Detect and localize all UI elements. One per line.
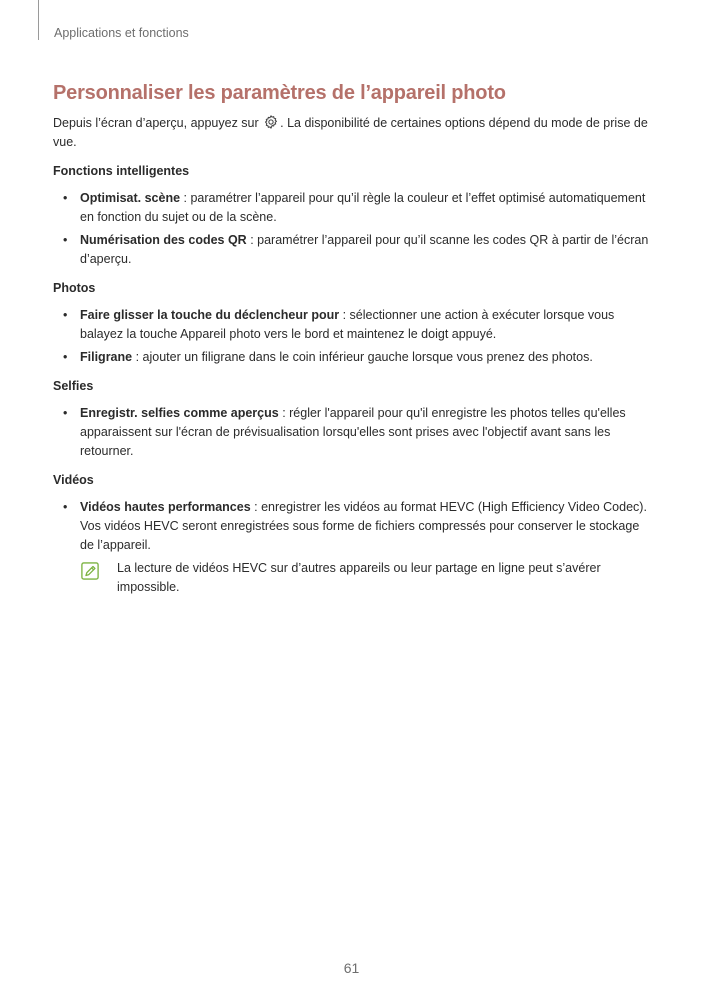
bullet-list (53, 189, 653, 269)
description: : paramétrer l’appareil pour qu’il règle la couleur et l’effet optimisé automatiquement en fonction du sujet ou de la scène. (80, 191, 646, 224)
note-icon (81, 562, 99, 580)
section-title: Photos (53, 281, 96, 295)
list-item (53, 231, 653, 269)
bullet-list (53, 306, 653, 367)
section-selfies (53, 377, 653, 461)
note (53, 559, 653, 597)
description: : sélectionner une action à exécuter lorsque vous balayez la touche Appareil photo vers le bord et maintenez le doigt appuyé. (80, 308, 615, 341)
section-title: Vidéos (53, 473, 94, 487)
term: Faire glisser la touche du déclencheur pour (80, 308, 340, 322)
bullet-icon: • (63, 308, 68, 322)
bullet-icon: • (63, 406, 68, 420)
section-title: Fonctions intelligentes (53, 164, 190, 178)
bullet-list (53, 498, 653, 555)
bullet-icon: • (63, 233, 68, 247)
section-header: Applications et fonctions (54, 26, 189, 40)
intro-text-before: Depuis l’écran d’aperçu, appuyez sur (53, 116, 259, 130)
description: : paramétrer l’appareil pour qu’il scanne les codes QR à partir de l’écran d’aperçu. (80, 233, 649, 266)
description: : régler l'appareil pour qu'il enregistre les photos telles qu'elles apparaissent sur l'écran de prévisualisation lorsqu'elles sont prises avec l'objectif avant sans les retourner. (80, 406, 626, 458)
intro-text-after: . La disponibilité de certaines options dépend du mode de prise de vue. (53, 116, 648, 149)
bullet-list (53, 404, 653, 461)
section-smart-functions (53, 162, 653, 269)
page-title: Personnaliser les paramètres de l’appareil photo (53, 82, 506, 104)
section-title: Selfies (53, 379, 94, 393)
term: Enregistr. selfies comme aperçus (80, 406, 279, 420)
term: Vidéos hautes performances (80, 500, 251, 514)
bullet-icon: • (63, 191, 68, 205)
term: Numérisation des codes QR (80, 233, 247, 247)
main-content (53, 114, 653, 597)
list-item (53, 189, 653, 227)
page-number: 61 (343, 960, 360, 976)
bullet-icon: • (63, 500, 68, 514)
description: : ajouter un filigrane dans le coin inférieur gauche lorsque vous prenez des photos. (132, 350, 593, 364)
page-edge-line (38, 0, 39, 40)
description: : enregistrer les vidéos au format HEVC (High Efficiency Video Codec). Vos vidéos HEVC seront enregistrées sous forme de fichiers compressés pour conserver le stockage de l’appareil. (80, 500, 647, 552)
section-videos (53, 471, 653, 597)
term: Optimisat. scène (80, 191, 181, 205)
list-item (53, 348, 653, 367)
section-photos (53, 279, 653, 367)
gear-icon (263, 114, 279, 130)
list-item (53, 498, 653, 555)
term: Filigrane (80, 350, 133, 364)
note-text: La lecture de vidéos HEVC sur d’autres appareils ou leur partage en ligne peut s’avérer impossible. (117, 561, 601, 594)
intro-paragraph (53, 114, 653, 152)
list-item (53, 306, 653, 344)
list-item (53, 404, 653, 461)
bullet-icon: • (63, 350, 68, 364)
